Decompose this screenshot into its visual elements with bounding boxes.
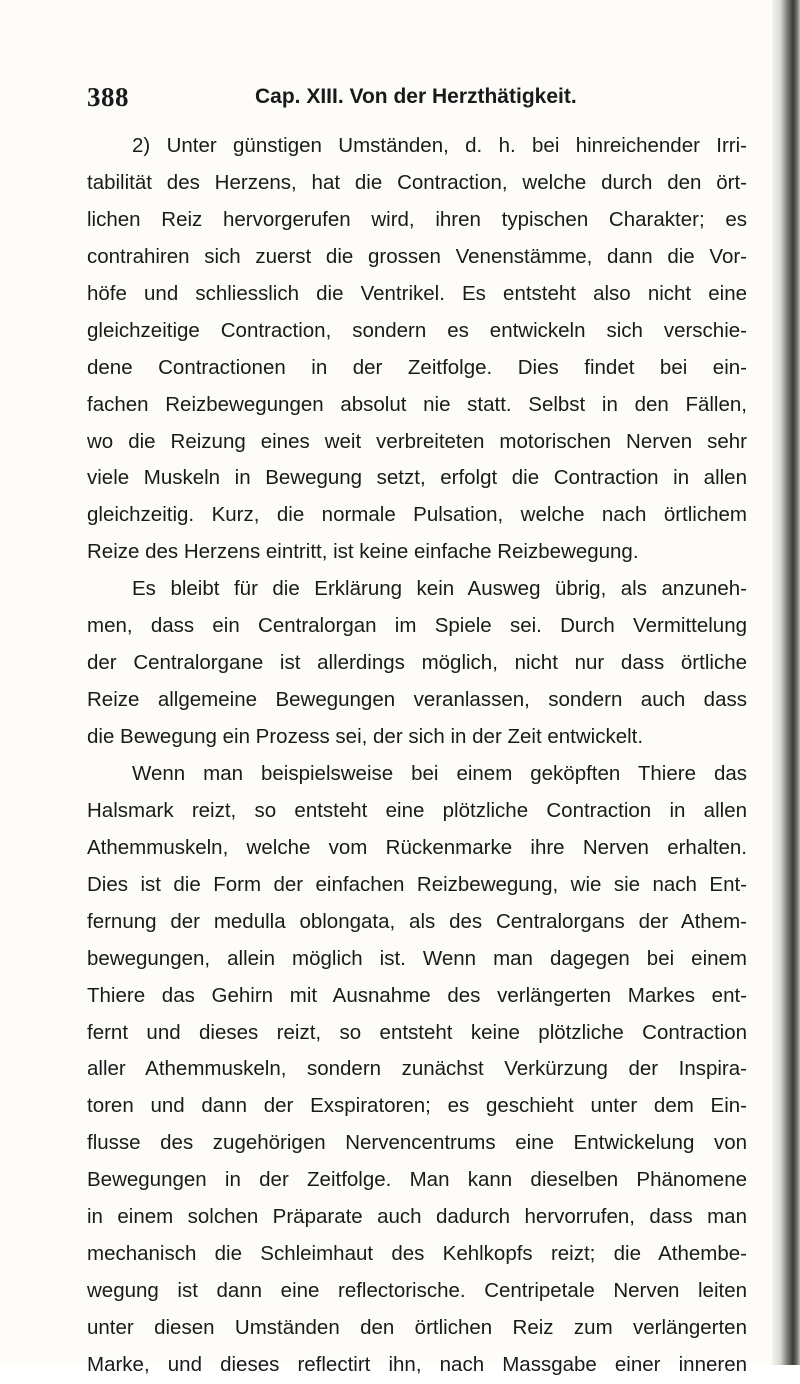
- text-line: Reize allgemeine Bewegungen veranlassen, sondern auch dass: [87, 688, 747, 712]
- text-line: höfe und schliesslich die Ventrikel. Es entsteht also nicht eine: [87, 281, 747, 305]
- text-line: tabilität des Herzens, hat die Contraction, welche durch den ört-: [87, 170, 747, 194]
- text-line: mechanisch die Schleimhaut des Kehlkopfs reizt; die Athembe-: [87, 1242, 747, 1266]
- text-line: Marke, und dieses reflectirt ihn, nach Massgabe einer inneren: [87, 1352, 747, 1376]
- text-line: 2) Unter günstigen Umständen, d. h. bei hinreichender Irri-: [132, 134, 747, 157]
- text-line: aller Athemmuskeln, sondern zunächst Verkürzung der Inspira-: [87, 1057, 747, 1081]
- text-line: toren und dann der Exspiratoren; es geschieht unter dem Ein-: [87, 1094, 747, 1118]
- text-line: fernung der medulla oblongata, als des Centralorgans der Athem-: [87, 909, 747, 933]
- page-edge-shadow: [772, 0, 800, 1365]
- running-title: Cap. XIII. Von der Herzthätigkeit.: [255, 85, 577, 108]
- text-line: gleichzeitig. Kurz, die normale Pulsation, welche nach örtlichem: [87, 503, 747, 527]
- text-line: fachen Reizbewegungen absolut nie statt. Selbst in den Fällen,: [87, 392, 747, 416]
- text-line: lichen Reiz hervorgerufen wird, ihren typischen Charakter; es: [87, 207, 747, 231]
- text-line: Wenn man beispielsweise bei einem geköpften Thiere das: [132, 761, 747, 785]
- text-line: contrahiren sich zuerst die grossen Venenstämme, dann die Vor-: [87, 244, 747, 268]
- text-line: Bewegungen in der Zeitfolge. Man kann dieselben Phänomene: [87, 1168, 747, 1192]
- text-line: der Centralorgane ist allerdings möglich, nicht nur dass örtliche: [87, 651, 747, 675]
- body-text: [87, 128, 747, 1384]
- text-line: Reize des Herzens eintritt, ist keine einfache Reizbewegung.: [87, 540, 639, 564]
- text-line: Athemmuskeln, welche vom Rückenmarke ihre Nerven erhalten.: [87, 835, 747, 859]
- text-line: wo die Reizung eines weit verbreiteten motorischen Nerven sehr: [87, 429, 747, 453]
- text-line: dene Contractionen in der Zeitfolge. Dies findet bei ein-: [87, 355, 747, 379]
- text-line: in einem solchen Präparate auch dadurch hervorrufen, dass man: [87, 1205, 747, 1229]
- text-line: bewegungen, allein möglich ist. Wenn man dagegen bei einem: [87, 946, 747, 970]
- text-line: wegung ist dann eine reflectorische. Centripetale Nerven leiten: [87, 1279, 747, 1303]
- text-line: die Bewegung ein Prozess sei, der sich in der Zeit entwickelt.: [87, 725, 644, 748]
- text-line: flusse des zugehörigen Nervencentrums eine Entwickelung von: [87, 1131, 747, 1155]
- text-line: Halsmark reizt, so entsteht eine plötzliche Contraction in allen: [87, 798, 747, 822]
- text-line: men, dass ein Centralorgan im Spiele sei. Durch Vermittelung: [87, 614, 747, 638]
- text-line: Dies ist die Form der einfachen Reizbewegung, wie sie nach Ent-: [87, 872, 747, 896]
- page-number: 388: [87, 82, 129, 112]
- text-line: Thiere das Gehirn mit Ausnahme des verlängerten Markes ent-: [87, 983, 747, 1007]
- text-line: unter diesen Umständen den örtlichen Reiz zum verlängerten: [87, 1316, 747, 1339]
- text-line: viele Muskeln in Bewegung setzt, erfolgt die Contraction in allen: [87, 466, 747, 490]
- text-line: gleichzeitige Contraction, sondern es entwickeln sich verschie-: [87, 318, 747, 342]
- page-header: [87, 82, 747, 122]
- text-line: fernt und dieses reizt, so entsteht keine plötzliche Contraction: [87, 1020, 747, 1044]
- text-line: Es bleibt für die Erklärung kein Ausweg übrig, als anzuneh-: [132, 577, 747, 601]
